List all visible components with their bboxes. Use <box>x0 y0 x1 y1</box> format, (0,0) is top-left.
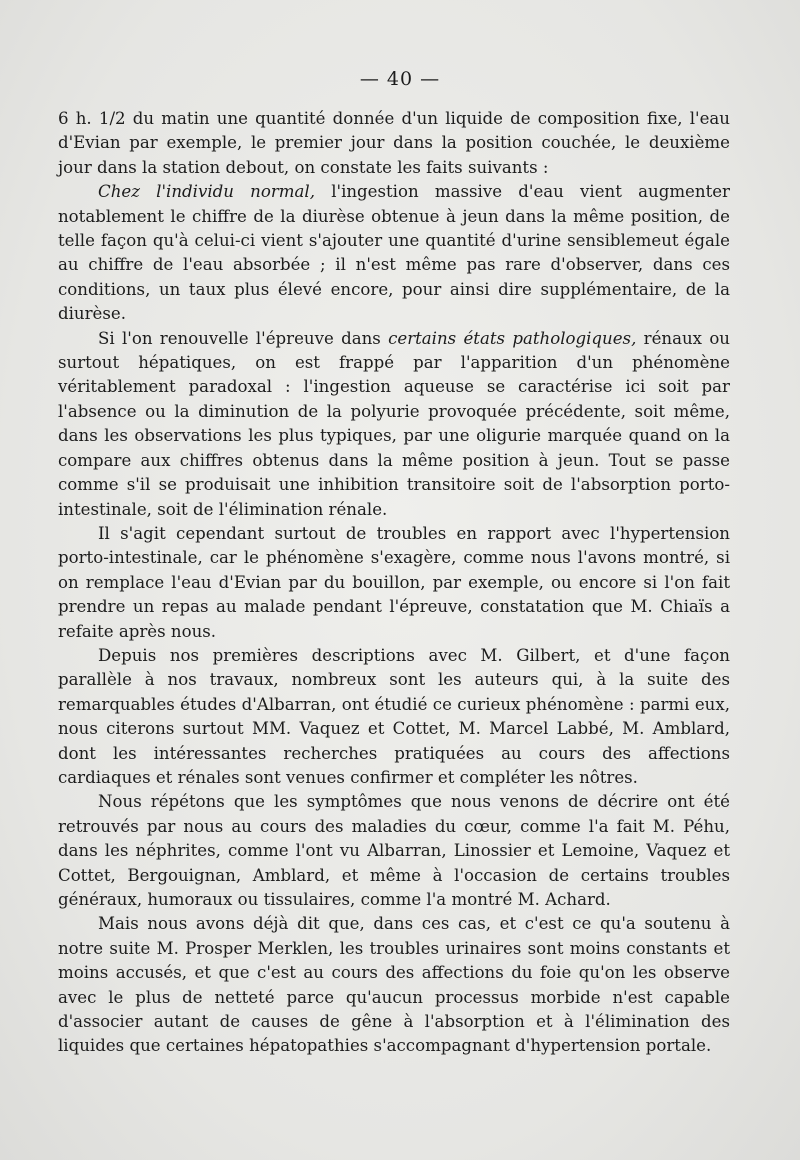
paragraph-3-text-after: rénaux ou surtout hépatiques, on est frappé par l'apparition d'un phénomène véritablement paradoxal : l'ingestion aqueuse se caractérise ici soit par l'absence ou la diminution de la polyurie provoquée précédente, soit même, dans les observations les plus typiques, par une oligurie marquée quand on la compare aux chiffres obtenus dans la même position à jeun. Tout se passe comme s'il se produisait une inhibition transitoire soit de l'absorption porto-intestinale, soit de l'élimination rénale. <box>58 328 730 519</box>
paragraph-6: Nous répétons que les symptômes que nous venons de décrire ont été retrouvés par nous au cours des maladies du cœur, comme l'a fait M. Péhu, dans les néphrites, comme l'ont vu Albarran, Linossier et Lemoine, Vaquez et Cottet, Bergouignan, Amblard, et même à l'occasion de certains troubles généraux, humoraux ou tissulaires, comme l'a montré M. Achard. <box>58 792 730 909</box>
page-number: — 40 — <box>359 68 441 90</box>
paragraph-3 <box>58 327 730 522</box>
paragraph-4: Il s'agit cependant surtout de troubles en rapport avec l'hypertension porto-intestinale, car le phénomène s'exagère, comme nous l'avons montré, si on remplace l'eau d'Evian par du bouillon, par exemple, ou encore si l'on fait prendre un repas au malade pendant l'épreuve, constatation que M. Chiaïs a refaite après nous. <box>58 523 730 641</box>
paragraph-5: Depuis nos premières descriptions avec M. Gilbert, et d'une façon parallèle à nos travaux, nombreux sont les auteurs qui, à la suite des remarquables études d'Albarran, ont étudié ce curieux phénomène : parmi eux, nous citerons surtout MM. Vaquez et Cottet, M. Marcel Labbé, M. Amblard, dont les intéressantes recherches pratiquées au cours des affections cardiaques et rénales sont venues confirmer et compléter les nôtres. <box>58 645 730 787</box>
body-text <box>58 107 730 1059</box>
paragraph-2-text: l'ingestion massive d'eau vient augmenter notablement le chiffre de la diurèse obtenue à jeun dans la même position, de telle façon qu'à celui-ci vient s'ajouter une quantité d'urine sensiblemeut égale au chiffre de l'eau absorbée ; il n'est même pas rare d'observer, dans ces conditions, un taux plus élevé encore, pour ainsi dire supplémentaire, de la diurèse. <box>58 182 730 324</box>
paragraph-2 <box>58 180 730 326</box>
paragraph-7: Mais nous avons déjà dit que, dans ces cas, et c'est ce qu'a soutenu à notre suite M. Prosper Merklen, les troubles urinaires sont moins constants et moins accusés, et que c'est au cours des affections du foie qu'on les observe avec le plus de netteté parce qu'aucun processus morbide n'est capable d'associer autant de causes de gêne à l'absorption et à l'élimination des liquides que certaines hépatopathies s'accompagnant d'hypertension portale. <box>58 914 730 1056</box>
paragraph-3-text-before: Si l'on renouvelle l'épreuve dans <box>98 328 389 348</box>
paragraph-1: 6 h. 1/2 du matin une quantité donnée d'un liquide de composition fixe, l'eau d'Evian par exemple, le premier jour dans la position couchée, le deuxième jour dans la station debout, on constate les faits suivants : <box>58 109 730 177</box>
italic-phrase-pathological: certains états pathologiques, <box>388 328 637 348</box>
italic-phrase-normal: Chez l'individu normal, <box>98 182 315 202</box>
